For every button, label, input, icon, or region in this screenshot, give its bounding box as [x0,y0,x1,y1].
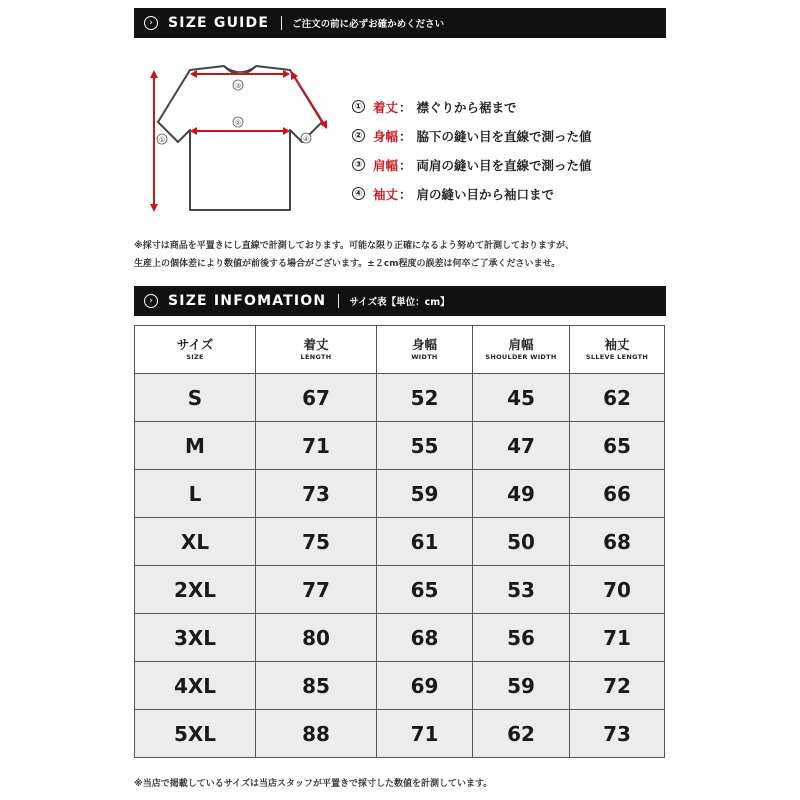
mark-4 [301,133,311,143]
measurement-notes [134,237,574,273]
footer-note: ※当店で掲載しているサイズは当店スタッフが平置きで採寸した数値を計測しています。 [134,779,493,789]
cell-size: M [135,422,256,470]
cell-size: 2XL [135,566,256,614]
cell-shoulder: 49 [473,470,570,518]
cell-shoulder: 53 [473,566,570,614]
guide-item-desc: 肩の縫い目から袖口まで [416,186,555,202]
table-row [135,470,665,518]
cell-width: 71 [377,710,473,758]
cell-sleeve: 72 [570,662,665,710]
mark-2 [233,117,243,127]
mark-2-label: ② [234,119,242,127]
cell-size: S [135,374,256,422]
cell-length: 67 [256,374,377,422]
table-row [135,422,665,470]
table-row [135,518,665,566]
guide-item: ② 身幅 ： 脇下の縫い目を直線で測った値 [352,121,592,150]
cell-length: 88 [256,710,377,758]
guide-item-number: ③ [352,158,365,171]
guide-item: ④ 袖丈 ： 肩の縫い目から袖口まで [352,179,592,208]
chevron-right-icon: › [144,16,158,30]
cell-shoulder: 47 [473,422,570,470]
table-row [135,662,665,710]
cell-width: 69 [377,662,473,710]
size-info-subtitle: サイズ表【単位：cm】 [349,297,450,308]
cell-length: 73 [256,470,377,518]
guide-item-desc: 両肩の縫い目を直線で測った値 [416,157,592,173]
guide-item-number: ② [352,129,365,142]
cell-sleeve: 62 [570,374,665,422]
note-line: 生産上の個体差により数値が前後する場合がございます。±２cm程度の誤差は何卒ご了承くださいませ。 [134,259,561,269]
cell-length: 75 [256,518,377,566]
mark-1-label: ① [158,136,166,144]
table-row [135,566,665,614]
cell-sleeve: 66 [570,470,665,518]
cell-length: 85 [256,662,377,710]
header-shoulder-width: 肩幅 SHOULDER WIDTH [473,326,570,374]
header-sleeve-length: 袖丈 SLLEVE LENGTH [570,326,665,374]
cell-size: 4XL [135,662,256,710]
table-row [135,374,665,422]
note-line: ※採寸は商品を平置きにし直線で計測しております。可能な限り正確になるよう努めて計測しておりますが、 [134,241,575,251]
cell-length: 80 [256,614,377,662]
cell-length: 77 [256,566,377,614]
cell-shoulder: 62 [473,710,570,758]
table-row [135,710,665,758]
cell-shoulder: 56 [473,614,570,662]
measurement-guide-list [352,92,592,208]
cell-size: L [135,470,256,518]
header-length: 着丈 LENGTH [256,326,377,374]
cell-width: 59 [377,470,473,518]
size-info-header [134,286,666,316]
mark-3-label: ③ [234,82,242,90]
cell-sleeve: 68 [570,518,665,566]
size-guide-subtitle: ご注文の前に必ずお確かめください [292,19,445,30]
divider [281,16,282,30]
guide-item-number: ④ [352,187,365,200]
cell-sleeve: 65 [570,422,665,470]
cell-shoulder: 45 [473,374,570,422]
size-guide-header [134,8,666,38]
cell-width: 65 [377,566,473,614]
cell-size: 5XL [135,710,256,758]
guide-item-label: 着丈 [373,99,399,115]
cell-sleeve: 71 [570,614,665,662]
guide-item: ① 着丈 ： 襟ぐりから裾まで [352,92,592,121]
length-arrow [150,70,158,212]
guide-item-desc: 襟ぐりから裾まで [416,99,517,115]
cell-size: 3XL [135,614,256,662]
cell-width: 68 [377,614,473,662]
mark-4-label: ④ [302,135,310,143]
guide-item-label: 袖丈 [373,186,399,202]
divider [338,294,339,308]
guide-item-label: 肩幅 [373,157,399,173]
cell-width: 55 [377,422,473,470]
header-width: 身幅 WIDTH [377,326,473,374]
guide-item-number: ① [352,100,365,113]
guide-item: ③ 肩幅 ： 両肩の縫い目を直線で測った値 [352,150,592,179]
size-table [134,325,665,758]
size-info-title: SIZE INFOMATION [168,293,327,309]
tshirt-diagram [140,58,340,228]
guide-item-label: 身幅 [373,128,399,144]
cell-width: 52 [377,374,473,422]
cell-size: XL [135,518,256,566]
mark-3 [233,80,243,90]
cell-shoulder: 59 [473,662,570,710]
mark-1 [157,134,167,144]
table-header-row [135,326,665,374]
size-guide-title: SIZE GUIDE [168,15,270,31]
cell-width: 61 [377,518,473,566]
header-size: サイズ SIZE [135,326,256,374]
guide-item-desc: 脇下の縫い目を直線で測った値 [416,128,592,144]
table-row [135,614,665,662]
chevron-right-icon: › [144,294,158,308]
cell-sleeve: 73 [570,710,665,758]
cell-length: 71 [256,422,377,470]
cell-shoulder: 50 [473,518,570,566]
cell-sleeve: 70 [570,566,665,614]
